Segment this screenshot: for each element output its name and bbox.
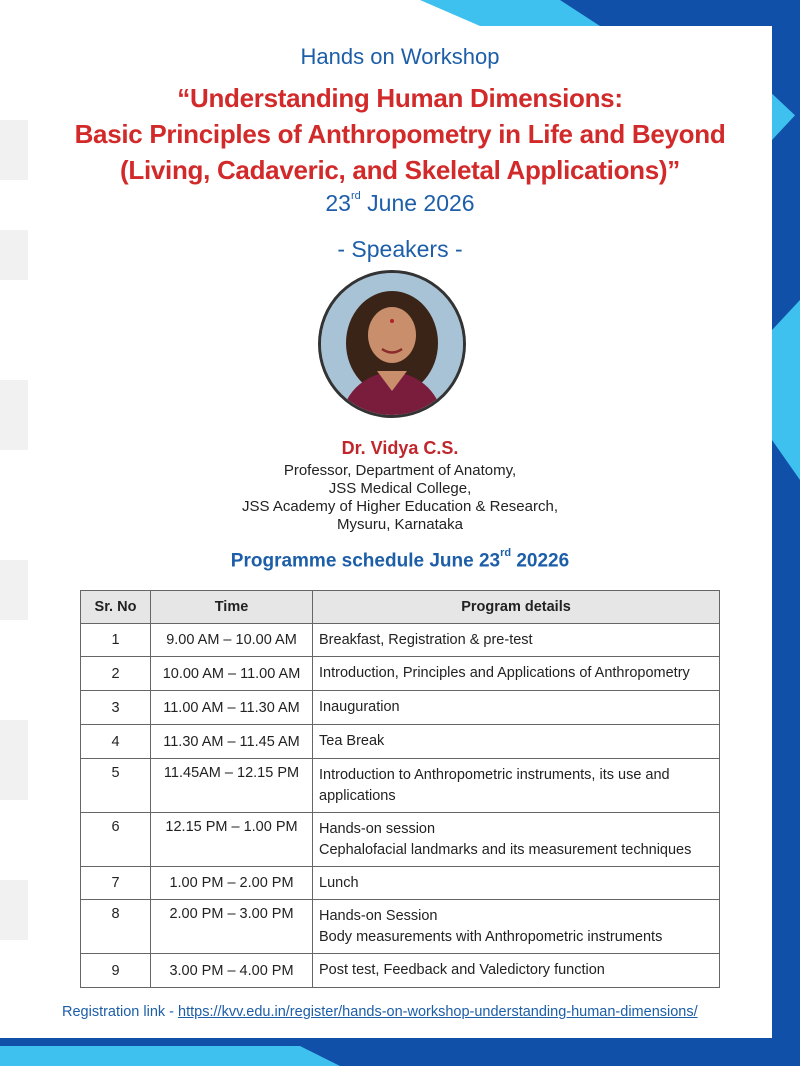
row-time: 11.45AM – 12.15 PM: [151, 759, 313, 813]
details-line: Cephalofacial landmarks and its measurement techniques: [319, 841, 692, 858]
row-time: 1.00 PM – 2.00 PM: [151, 867, 313, 900]
row-details: [313, 900, 720, 954]
title-line-2: Basic Principles of Anthropometry in Life and Beyond: [74, 119, 726, 149]
row-time: 9.00 AM – 10.00 AM: [151, 624, 313, 657]
speaker-affiliation: [0, 462, 800, 534]
row-number: 1: [81, 624, 151, 657]
row-number: 5: [81, 759, 151, 813]
row-number: 2: [81, 657, 151, 691]
table-row: [81, 900, 720, 954]
table-row: [81, 867, 720, 900]
column-header-time: Time: [151, 591, 313, 624]
date-day: 23: [325, 190, 351, 216]
affiliation-line: Professor, Department of Anatomy,: [283, 462, 517, 479]
table-row: [81, 657, 720, 691]
row-number: 8: [81, 900, 151, 954]
table-row: [81, 725, 720, 759]
speakers-heading: - Speakers -: [337, 236, 463, 262]
title-line-1: “Understanding Human Dimensions:: [177, 83, 623, 113]
workshop-date: [0, 190, 800, 217]
table-row: [81, 691, 720, 725]
details-line: Introduction to Anthropometric instruments, its use and: [319, 766, 670, 783]
affiliation-line: JSS Academy of Higher Education & Research,: [242, 498, 558, 515]
details-line: Hands-on Session: [319, 907, 438, 924]
row-details: [313, 813, 720, 867]
row-details: [313, 759, 720, 813]
row-details: [313, 954, 720, 988]
date-month-year: June 2026: [360, 190, 475, 216]
details-line: Lunch: [319, 874, 359, 891]
row-details: [313, 624, 720, 657]
row-details: [313, 657, 720, 691]
title-line-3: (Living, Cadaveric, and Skeletal Applications)”: [120, 155, 680, 185]
details-line: Post test, Feedback and Valedictory function: [319, 962, 605, 978]
registration-link[interactable]: https://kvv.edu.in/register/hands-on-workshop-understanding-human-dimensions/: [178, 1004, 698, 1020]
date-suffix: rd: [350, 190, 361, 203]
details-line: Introduction, Principles and Applications of Anthropometry: [319, 665, 690, 681]
schedule-table: [80, 590, 720, 988]
table-row: [81, 624, 720, 657]
details-line: applications: [319, 787, 396, 804]
row-time: 3.00 PM – 4.00 PM: [151, 954, 313, 988]
column-header-sr-no: Sr. No: [81, 591, 151, 624]
row-number: 9: [81, 954, 151, 988]
row-time: 2.00 PM – 3.00 PM: [151, 900, 313, 954]
schedule-heading-suffix: rd: [500, 547, 512, 559]
row-details: [313, 867, 720, 900]
row-details: [313, 725, 720, 759]
registration-line: [62, 1004, 698, 1020]
row-time: 11.30 AM – 11.45 AM: [151, 725, 313, 759]
row-details: [313, 691, 720, 725]
column-header-program-details: Program details: [313, 591, 720, 624]
registration-label: Registration link -: [62, 1004, 179, 1020]
row-time: 11.00 AM – 11.30 AM: [151, 691, 313, 725]
workshop-title: [0, 80, 800, 188]
details-line: Breakfast, Registration & pre-test: [319, 631, 533, 648]
details-line: Inauguration: [319, 699, 400, 715]
affiliation-line: JSS Medical College,: [328, 480, 472, 497]
row-number: 7: [81, 867, 151, 900]
details-line: Hands-on session: [319, 820, 436, 837]
table-row: [81, 813, 720, 867]
table-header-row: [81, 591, 720, 624]
row-time: 10.00 AM – 11.00 AM: [151, 657, 313, 691]
speaker-name: Dr. Vidya C.S.: [341, 438, 459, 458]
row-number: 3: [81, 691, 151, 725]
details-line: Tea Break: [319, 733, 385, 749]
row-time: 12.15 PM – 1.00 PM: [151, 813, 313, 867]
table-row: [81, 954, 720, 988]
schedule-heading: [0, 547, 800, 572]
schedule-heading-year: 20226: [511, 550, 570, 572]
row-number: 4: [81, 725, 151, 759]
table-row: [81, 759, 720, 813]
schedule-heading-text: Programme schedule June 23: [230, 550, 501, 572]
details-line: Body measurements with Anthropometric instruments: [319, 928, 663, 945]
affiliation-line: Mysuru, Karnataka: [337, 516, 463, 533]
workshop-kicker: Hands on Workshop: [300, 44, 500, 69]
speaker-photo: [318, 270, 466, 418]
row-number: 6: [81, 813, 151, 867]
